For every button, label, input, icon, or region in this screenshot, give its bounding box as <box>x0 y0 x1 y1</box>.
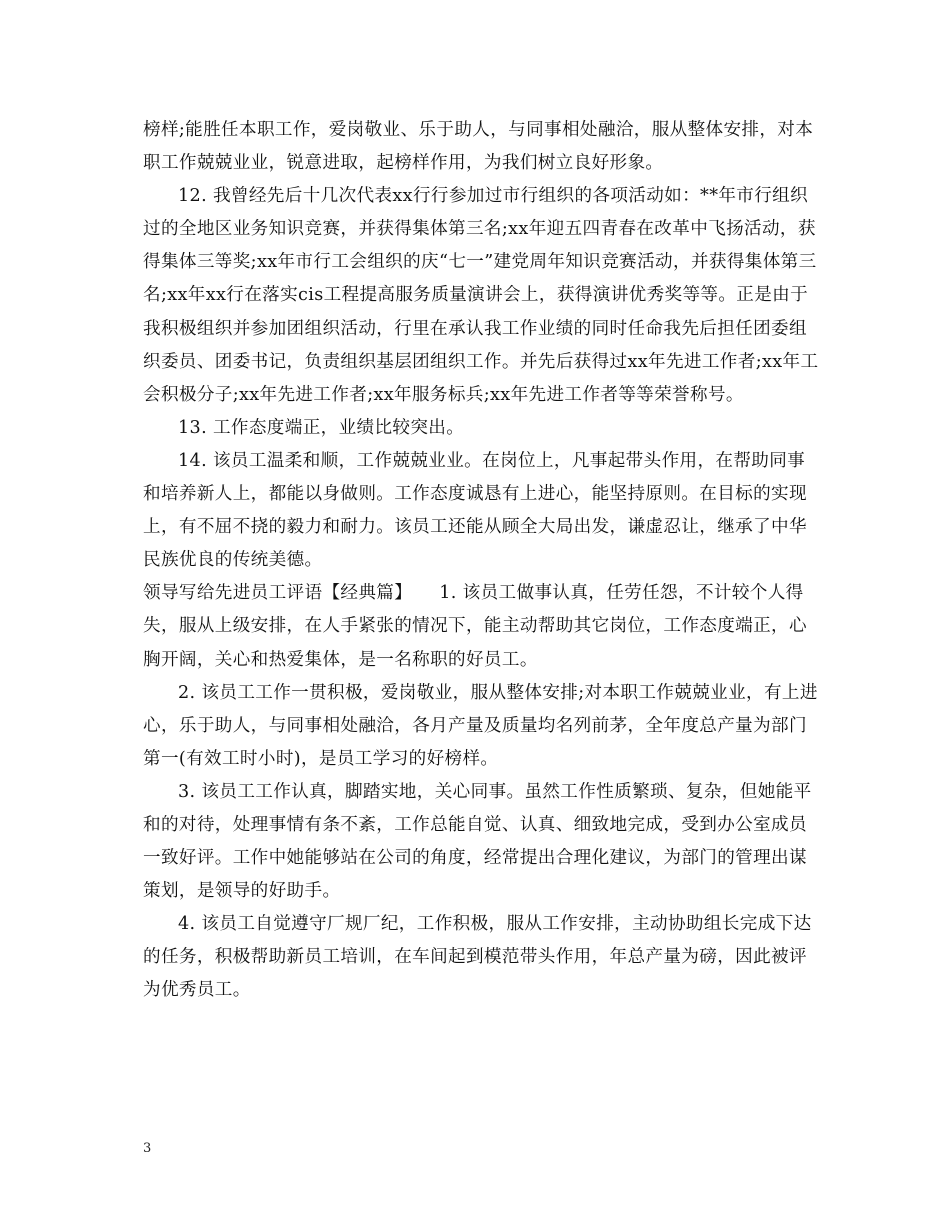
document-body <box>143 114 823 1008</box>
paragraph-item-12: 12. 我曾经先后十几次代表xx行行参加过市行组织的各项活动如：**年市行组织过的全地区业务知识竞赛，并获得集体第三名;xx年迎五四青春在改革中飞扬活动，获得集体三等奖;xx年市行工会组织的庆“七一”建党周年知识竞赛活动，并获得集体第三名;xx年xx行在落实cis工程提高服务质量演讲会上，获得演讲优秀奖等等。正是由于我积极组织并参加团组织活动，行里在承认我工作业绩的同时任命我先后担任团委组织委员、团委书记，负责组织基层团组织工作。并先后获得过xx年先进工作者;xx年工会积极分子;xx年先进工作者;xx年服务标兵;xx年先进工作者等等荣誉称号。 <box>143 186 819 405</box>
section-heading-paragraph: 领导写给先进员工评语【经典篇】 1. 该员工做事认真，任劳任怨，不计较个人得失，服从上级安排，在人手紧张的情况下，能主动帮助其它岗位，工作态度端正，心胸开阔，关心和热爱集体，是一名称职的好员工。 <box>143 583 807 670</box>
paragraph-item-14: 14. 该员工温柔和顺，工作兢兢业业。在岗位上，凡事起带头作用，在帮助同事和培养新人上，都能以身做则。工作态度诚恳有上进心，能坚持原则。在目标的实现上，有不屈不挠的毅力和耐力。该员工还能从顾全大局出发，谦虚忍让，继承了中华民族优良的传统美德。 <box>143 450 807 571</box>
paragraph-item-13: 13. 工作态度端正，业绩比较突出。 <box>178 417 465 438</box>
paragraph-item-3: 3. 该员工工作认真，脚踏实地，关心同事。虽然工作性质繁琐、复杂，但她能平和的对待，处理事情有条不紊，工作总能自觉、认真、细致地完成，受到办公室成员一致好评。工作中她能够站在公司的角度，经常提出合理化建议，为部门的管理出谋策划，是领导的好助手。 <box>143 781 812 902</box>
paragraph-item-2: 2. 该员工工作一贯积极，爱岗敬业，服从整体安排;对本职工作兢兢业业，有上进心，乐于助人，与同事相处融洽，各月产量及质量均名列前茅，全年度总产量为部门第一(有效工时小时)，是员工学习的好榜样。 <box>143 682 818 769</box>
page-number: 3 <box>143 1141 152 1156</box>
paragraph-continuation: 榜样;能胜任本职工作，爱岗敬业、乐于助人，与同事相处融洽，服从整体安排，对本职工作兢兢业业，锐意进取，起榜样作用，为我们树立良好形象。 <box>143 120 814 174</box>
paragraph-item-4: 4. 该员工自觉遵守厂规厂纪，工作积极，服从工作安排，主动协助组长完成下达的任务，积极帮助新员工培训，在车间起到模范带头作用，年总产量为磅，因此被评为优秀员工。 <box>143 914 812 1001</box>
